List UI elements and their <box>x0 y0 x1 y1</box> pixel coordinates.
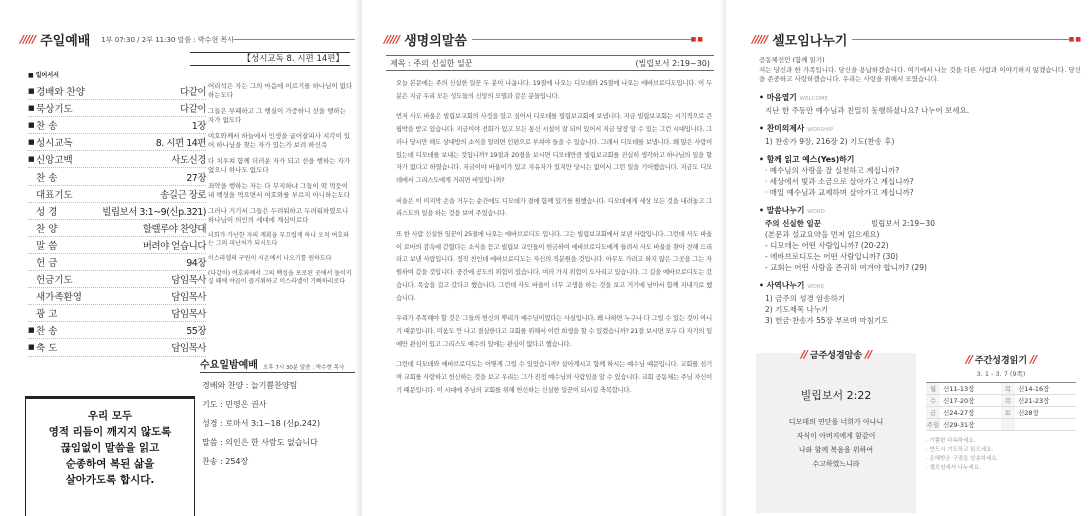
section-title-text: • 함께 읽고 예스(Yes)하기 <box>759 154 855 164</box>
sermon-body <box>396 78 712 405</box>
reading-value: 신28장 <box>1018 409 1039 417</box>
order-label: 찬 양 <box>36 223 58 235</box>
order-value: 27장 <box>186 172 206 184</box>
psalm-verse: 죄악을 행하는 자는 다 무지하냐 그들이 떡 먹듯이 내 백성을 먹으면서 여호와를 부르지 아니하는도다 <box>208 182 351 199</box>
order-value: 1장 <box>191 121 206 133</box>
reading-row <box>926 383 1076 395</box>
order-label: 경배와 찬양 <box>36 87 85 99</box>
section-bold-line <box>759 218 1084 229</box>
bullet-icon: ■ <box>28 87 35 96</box>
order-row <box>28 186 206 203</box>
bullet-icon: ■ <box>28 138 35 147</box>
reading-value: 신29-31장 <box>943 421 975 429</box>
order-label: 축 도 <box>36 343 58 355</box>
reading-note: · 은혜받은 구절을 암송하세요. <box>926 456 999 462</box>
psalm-verse: 너희가 가난한 자의 계획을 부끄럽게 하나 오직 여호와는 그의 피난처가 되시도다 <box>208 232 349 247</box>
declaration-title: 공동체선언 (함께 읽기) <box>759 56 825 64</box>
memory-verse-line: 나와 함께 복음을 위하여 <box>798 446 874 454</box>
worship-header <box>20 30 355 49</box>
order-row <box>28 134 206 151</box>
motto-text <box>26 399 194 488</box>
dots-decoration-icon: ■■ <box>1068 36 1082 43</box>
cell-group-title: 셀모임나누기 <box>772 34 848 49</box>
section-line: 지난 한 주동안 예수님과 친밀히 동행하셨나요? 나누어 보세요. <box>765 105 970 115</box>
wednesday-subtitle: 오후 7시 30분 말씀 : 박수현 목사 <box>262 365 345 371</box>
order-label: 성시교독 <box>36 138 73 150</box>
reading-value: 신17-20장 <box>943 397 975 405</box>
bible-reading-range: 3. 1 - 3. 7 (9쪽) <box>976 370 1026 378</box>
reading-day: 금 <box>926 407 940 418</box>
reading-value: 신21-23장 <box>1018 397 1050 405</box>
order-value: 담임목사 <box>171 275 206 287</box>
section-title-text: • 말씀나누기 <box>759 205 808 215</box>
sermon-panel <box>362 0 726 516</box>
order-row <box>28 220 206 237</box>
order-value: 사도신경 <box>171 155 206 167</box>
order-label: 묵상기도 <box>36 104 73 116</box>
motto-line: 살아가도록 합시다. <box>65 474 155 486</box>
wednesday-item: 경배와 찬양 : 늘기쁨찬양팀 <box>202 381 298 390</box>
order-value: 8. 시편 14편 <box>155 138 206 150</box>
bullet-icon: ■ <box>28 155 35 164</box>
section-line: - 디모데는 어떤 사람입니까? (20-22) <box>765 240 889 250</box>
section-title-en: WELCOME <box>799 95 828 102</box>
slash-decoration-icon: // <box>800 348 807 361</box>
section-line: 2) 기도제목 나누기 <box>765 304 829 314</box>
reading-value: 신14-16장 <box>1018 385 1050 393</box>
bible-reading-notes <box>926 437 1076 473</box>
bible-reading-header <box>926 353 1076 366</box>
reading-note: · 기쁨한 다독하세요. <box>926 438 976 444</box>
sermon-reference: (빌립보서 2:19~30) <box>635 58 710 68</box>
slash-decoration-icon: ///// <box>752 33 768 46</box>
section-line: 1) 금주의 성경 암송하기 <box>765 293 846 303</box>
order-label: 광 고 <box>36 309 58 321</box>
order-label: 성 경 <box>36 206 58 218</box>
order-value: 94장 <box>186 257 206 269</box>
reading-row <box>926 419 1076 431</box>
section-title <box>759 205 1084 218</box>
motto-box <box>25 398 195 516</box>
memory-verse-text <box>756 415 916 471</box>
worship-order <box>28 70 206 357</box>
section-title <box>759 123 1084 136</box>
order-row <box>28 237 206 254</box>
wednesday-list <box>202 376 352 471</box>
order-row <box>28 254 206 271</box>
order-row <box>28 203 206 220</box>
section-line: · 세상에서 빛과 소금으로 살아가고 계십니까? <box>765 176 914 186</box>
psalm-verse: (다같이) 여호와께서 그의 백성을 포로된 곳에서 돌이키실 때에 야곱이 즐거워하고 이스라엘이 기뻐하리로다 <box>208 270 352 285</box>
memory-verse-title: 금주성경암송 <box>809 351 863 361</box>
memory-verse-box <box>756 348 916 513</box>
divider <box>234 39 355 40</box>
order-row <box>28 100 206 117</box>
scripture-tag: 【성시교독 8. 시편 14편】 <box>190 52 350 66</box>
wednesday-item: 찬송 : 254장 <box>202 457 249 466</box>
wednesday-item: 말씀 : 의인은 한 사람도 없습니다 <box>202 438 318 447</box>
bible-reading-title: 주간성경읽기 <box>974 356 1028 366</box>
order-label: 찬 송 <box>36 172 58 184</box>
memory-verse-header <box>756 348 916 361</box>
section-title-en: WORK <box>807 283 825 290</box>
order-value: 빌립보서 3:1~9(신p.321) <box>102 206 206 218</box>
section-title <box>759 92 1084 105</box>
cell-group-panel <box>726 0 1091 516</box>
order-row <box>28 288 206 305</box>
reading-day <box>1001 419 1015 430</box>
order-value: 다같이 <box>179 87 206 99</box>
reading-note: · 셀모임에서 나누세요. <box>926 465 981 471</box>
word-title: 주의 신실한 일꾼 <box>765 218 821 228</box>
slash-decoration-icon: ///// <box>20 33 36 46</box>
order-label: 신앙고백 <box>36 155 73 167</box>
order-row <box>28 271 206 288</box>
order-value: 할렐루야 찬양대 <box>142 223 206 235</box>
order-row <box>28 322 206 339</box>
wednesday-header <box>200 356 355 373</box>
section-line: - 교회는 어떤 사람을 존귀히 여겨야 합니까? (29) <box>765 262 927 272</box>
section-line: · 매일 예수님과 교제하며 살아가고 계십니까? <box>765 187 914 197</box>
order-value: 55장 <box>186 326 206 338</box>
declaration-text: 저는 당신과 한 가족입니다. 당신을 용납하겠습니다. 여기에서 나눈 것을 다른 사람과 이야기하지 않겠습니다. 당신을 존중하고 사랑하겠습니다. 우리는 사랑을 위해서 모였습니다. <box>759 65 1081 83</box>
order-label: 대표기도 <box>36 189 73 201</box>
sermon-info <box>386 55 714 71</box>
reading-day: 주일 <box>926 421 940 429</box>
section-title <box>759 280 1084 293</box>
divider <box>852 39 1068 40</box>
order-row <box>28 168 206 185</box>
section-title-text: • 사역나누기 <box>759 280 808 290</box>
psalm-responsive-reading <box>208 82 354 293</box>
sermon-panel-title: 생명의말씀 <box>404 34 467 49</box>
bullet-icon: ■ <box>28 104 35 113</box>
reading-row <box>926 395 1076 407</box>
sermon-paragraph: 먼저 사도 바울은 빌립보교회의 사정을 알고 싶어서 디모데를 빌립보교회에 보냅니다. 지금 빌립보교회는 시기적으로 큰 핍박을 받고 있습니다. 지금이야 전화가 있고 모든 통신 시설이 잘 되어 있어서 지금 당장 알 수 있는 그런 시대입니다. 그러나 당시만 해도 상대방의 소식을 알려면 인편으로 부쳐야 들을 수 있습니다. 그래서 디모데를 보냅니다. 왜 많은 사람이 있는데 디모데를 보내는 것입니까? 19절과 20절을 보시면 디모데만큼 빌립보교회를 진실히 생각하고 하나님의 일을 할 자가 없다고 하였습니다. 지금이야 바울이가 있고 자유자가 있지만 당시는 없어서 그런 일을 기어했습니다. 지금도 디모데에서 그리스도에게 거리면 비밀입니까? <box>396 113 712 184</box>
section-line: 1) 찬송가 9장, 216장 2) 기도(찬송 후) <box>765 136 895 146</box>
word-reference: 빌립보서 2:19~30 <box>870 218 935 228</box>
sermon-paragraph: 우리가 주목해야 할 것은 그들의 헌신의 뿌리가 예수님이었다는 사실입니다. 왜 나하면 누구나 다 그럴 수 있는 것이 아니기 때문입니다. 미움도 안 나고 절실한다고 교회를 위해서 이런 희생을 할 수 있겠습니까? 21절 보시면 모두 다 자기의 일에만 관심이 있고 그리스도 예수의 일에는 관심이 없다고 했습니다. <box>396 315 712 348</box>
reading-day: 토 <box>1001 407 1015 418</box>
order-value: 송길근 장로 <box>160 189 206 201</box>
reading-day: 목 <box>1001 383 1015 394</box>
memory-verse-line: 자식이 아버지에게 함같이 <box>796 432 876 440</box>
sermon-paragraph: 오늘 본문에는 주의 신실한 일꾼 두 분이 나옵니다. 19절에 나오는 디모데와 25절에 나오는 에바브로디도입니다. 이 두 분은 지금 우리 모든 성도들의 신앙의 모델과 같은 분들입니다. <box>396 80 712 100</box>
bullet-icon: ■ <box>28 326 35 335</box>
order-label: 찬 송 <box>36 326 58 338</box>
sermon-header <box>384 30 704 49</box>
order-preface: ■ 일어서서 <box>28 72 59 79</box>
worship-panel <box>0 0 362 516</box>
section-title-text: • 찬미의제사 <box>759 123 808 133</box>
sermon-paragraph: 또 한 사람 신실한 일꾼이 25절에 나오는 에바브로디도 입니다. 그는 빌립보교회에서 보낸 사람입니다. 그런데 사도 바울이 로마의 감옥에 갇혔다는 소식을 듣고 빌립보 교인들이 헌금하여 에바브로디도에게 들려서 사도 바울을 찾아 전해 드리라고 보낸 사람입니다. 정작 친인데 에바브로디도는 자신의 직분원을 것입니다. 아무도 가려고 하지 않은 그곳을 그는 자원하여 갔을 것입니다. 중간에 공도의 위험이 있습니다. 여러 가지 위험이 도사리고 있습니다. 그 길을 에바브로디도는 갔습니다. 목숨을 걸고 갔다고 했습니다. 그런데 사도 바울이 너무 고생을 하는 것을 보고 거기에 남아서 함께 지내기로 했습니다. <box>396 231 712 302</box>
order-row <box>28 305 206 322</box>
order-row <box>28 117 206 134</box>
section-line: · 예수님의 사랑을 잘 실천하고 계십니까? <box>765 165 900 175</box>
wednesday-title: 수요일밤예배 <box>200 360 258 371</box>
slash-decoration-icon: // <box>1030 353 1037 366</box>
divider <box>472 39 691 40</box>
section-line: 3) 헌금·찬송가 55장 부르며 마침기도 <box>765 315 889 325</box>
motto-line: 끊임없이 말씀을 읽고 <box>60 442 160 454</box>
order-value: 담임목사 <box>171 309 206 321</box>
order-value: 담임목사 <box>171 343 206 355</box>
order-label: 말 씀 <box>36 240 58 252</box>
order-label: 헌금기도 <box>36 275 73 287</box>
reading-day: 수 <box>926 395 940 406</box>
bible-reading-table <box>926 382 1076 431</box>
reading-note: · 반드시 기도하고 읽으세요. <box>926 447 994 453</box>
sermon-paragraph: 그런데 디모데와 에바브로디도는 어떻게 그럴 수 있었습니까? 살아계시고 함께 하시는 예수님 때문입니다. 교회를 섬기며 교회를 사랑하고 헌신하는 것을 보고 우리는 그가 진정 예수님의 사람임을 알 수 있습니다. 교회 공동체는 주님 자신이기 때문입니다. 이 시대에 주님의 교회를 위해 헌신하는 신실한 일꾼이 되시길 축복합니다. <box>396 361 712 394</box>
slash-decoration-icon: // <box>965 353 972 366</box>
order-value: 담임목사 <box>171 292 206 304</box>
reading-row <box>926 407 1076 419</box>
reading-value: 신24-27장 <box>943 409 975 417</box>
cell-group-header <box>752 30 1082 49</box>
psalm-verse: 다 치우쳐 함께 더러운 자가 되고 선을 행하는 자가 없으니 하나도 없도다 <box>208 157 351 174</box>
reading-value <box>1015 419 1076 430</box>
section-title-en: WORSHIP <box>807 126 834 133</box>
sermon-title: 제목 : 주의 신실한 일꾼 <box>390 58 473 68</box>
wednesday-item: 성경 : 로마서 3:1~18 (신p.242) <box>202 419 321 428</box>
order-label: 찬 송 <box>36 121 58 133</box>
order-value: 버려야 얻습니다 <box>142 240 206 252</box>
bullet-icon: ■ <box>28 343 35 352</box>
order-value: 다같이 <box>179 104 206 116</box>
sermon-paragraph: 비울은 이 미지막 손을 거두는 순간에도 디모데가 곁에 함께 있기를 원했습니다. 디모데에게 세상 모든 것을 내려놓고 그리스도의 일을 하는 것을 보여 주었습니다. <box>396 197 712 218</box>
psalm-verse: 이스라엘의 구원이 시온에서 나오기를 원하도다 <box>208 255 332 262</box>
section-title <box>759 154 1084 165</box>
worship-title: 주일예배 <box>40 34 91 49</box>
slash-decoration-icon: // <box>865 348 872 361</box>
motto-line: 순종하여 복된 삶을 <box>65 458 155 470</box>
section-line: - 에바브로디도는 어떤 사람입니까? (30) <box>765 251 899 261</box>
section-line: (본문과 설교요약을 먼저 읽으세요) <box>765 229 880 239</box>
motto-line: 우리 모두 <box>87 410 133 422</box>
psalm-verse: 그들은 부패하고 그 행실이 가증하니 선을 행하는 자가 없도다 <box>208 107 346 124</box>
motto-line: 영적 리듬이 깨지지 않도록 <box>48 426 172 438</box>
reading-day: 월 <box>926 383 940 394</box>
order-label: 헌 금 <box>36 257 58 269</box>
section-title-text: • 마음열기 <box>759 92 800 102</box>
psalm-verse: 어리석은 자는 그의 마음에 이르기를 하나님이 없다 하는도다 <box>208 82 353 99</box>
order-row <box>28 339 206 356</box>
motto-top-bar <box>25 396 195 399</box>
dots-decoration-icon: ■■ <box>690 36 704 43</box>
reading-day: 목 <box>1001 395 1015 406</box>
memory-verse-line: 디모데의 연단을 너희가 아나니 <box>788 418 884 426</box>
order-row <box>28 151 206 168</box>
bullet-icon: ■ <box>28 121 35 130</box>
reading-value: 신11-13장 <box>943 385 975 393</box>
psalm-verse: 여호와께서 하늘에서 인생을 굽어살피사 지각이 있어 하나님을 찾는 자가 있는가 보려 하신즉 <box>208 132 351 149</box>
bible-reading-box <box>926 353 1076 473</box>
section-title-en: WORD <box>807 208 825 215</box>
order-label: 새가족환영 <box>36 292 82 304</box>
cell-group-body <box>759 56 1084 326</box>
order-row <box>28 83 206 100</box>
wednesday-item: 기도 : 민영은 권사 <box>202 400 267 409</box>
worship-subtitle: 1부 07:30 / 2부 11:30 말씀 : 박수현 목사 <box>101 35 234 44</box>
slash-decoration-icon: ///// <box>384 33 400 46</box>
memory-verse-reference: 빌립보서 2:22 <box>800 389 872 402</box>
psalm-verse: 그러나 거기서 그들은 두려워하고 두려워하였으니 하나님이 의인의 세대에 계심이로다 <box>208 207 349 224</box>
memory-verse-line: 수고하였느니라 <box>812 460 860 468</box>
